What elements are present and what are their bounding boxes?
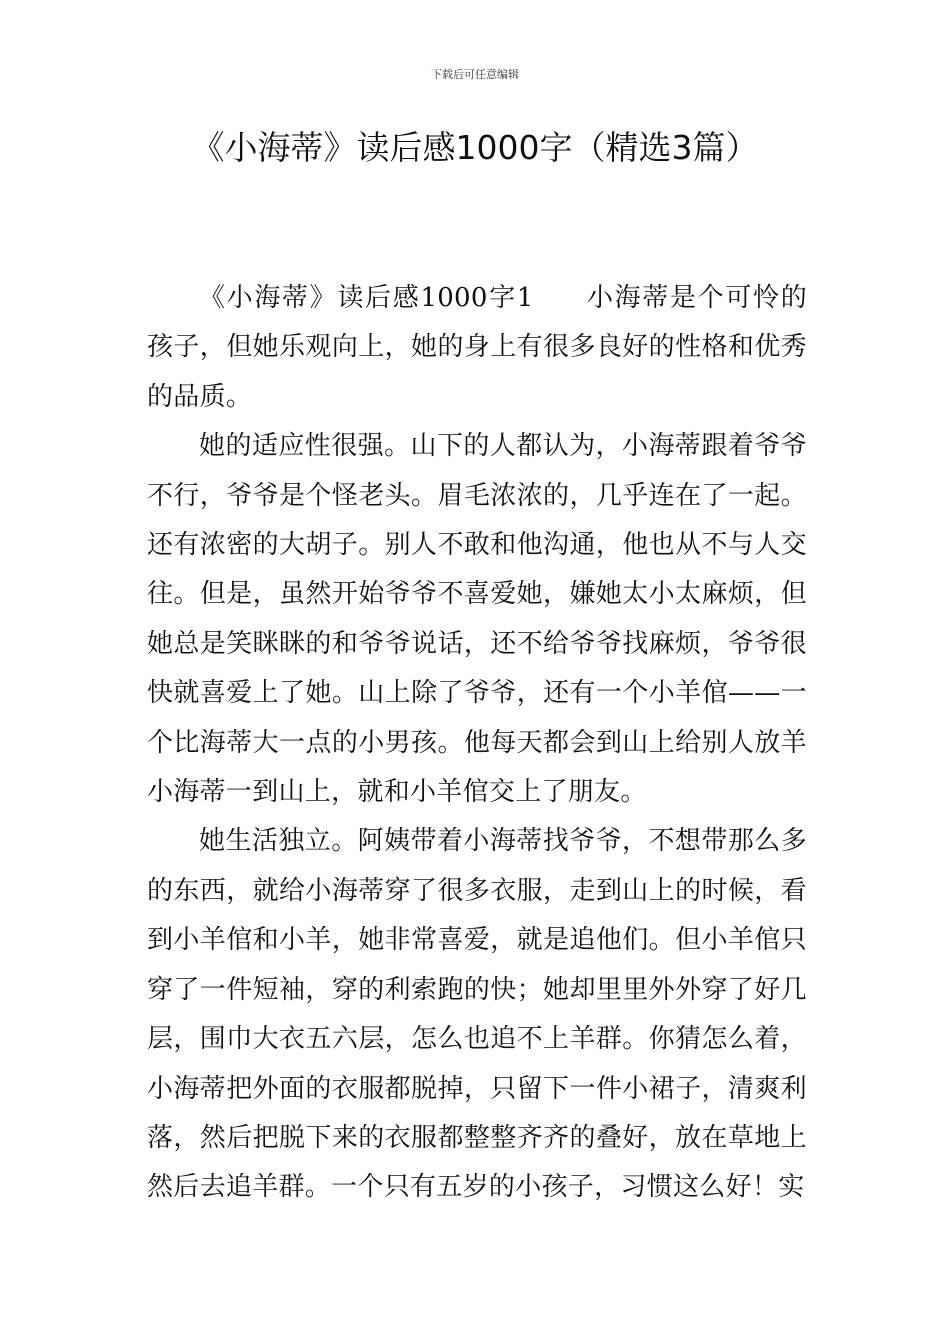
paragraph-2: 她的适应性很强。山下的人都认为，小海蒂跟着爷爷不行，爷爷是个怪老头。眉毛浓浓的，几乎连在了一起。还有浓密的大胡子。别人不敢和他沟通，他也从不与人交往。但是，虽然开始爷爷不喜爱她，嫌她太小太麻烦，但她总是笑眯眯的和爷爷说话，还不给爷爷找麻烦，爷爷很快就喜爱上了她。山上除了爷爷，还有一个小羊倌——一个比海蒂大一点的小男孩。他每天都会到山上给别人放羊小海蒂一到山上，就和小羊倌交上了朋友。 [147, 431, 807, 808]
header-note: 下载后可任意编辑 [431, 68, 519, 81]
paragraph-1 [147, 274, 807, 422]
paragraph-3: 她生活独立。阿姨带着小海蒂找爷爷，不想带那么多的东西，就给小海蒂穿了很多衣服，走到山上的时候，看到小羊倌和小羊，她非常喜爱，就是追他们。但小羊倌只穿了一件短袖，穿的利索跑的快；她却里里外外穿了好几层，围巾大衣五六层，怎么也追不上羊群。你猜怎么着，小海蒂把外面的衣服都脱掉，只留下一件小裙子，清爽利落，然后把脱下来的衣服都整整齐齐的叠好，放在草地上然后去追羊群。一个只有五岁的小孩子，习惯这么好！实 [147, 826, 807, 1203]
paragraph-1-lead: 《小海蒂》读后感1000字1 [199, 283, 534, 313]
paragraph-1-text: 小海蒂是个可怜的孩子，但她乐观向上，她的身上有很多良好的性格和优秀的品质。 [147, 283, 807, 412]
document-title: 《小海蒂》读后感1000字（精选3篇） [191, 128, 759, 167]
document-body [147, 274, 807, 1213]
